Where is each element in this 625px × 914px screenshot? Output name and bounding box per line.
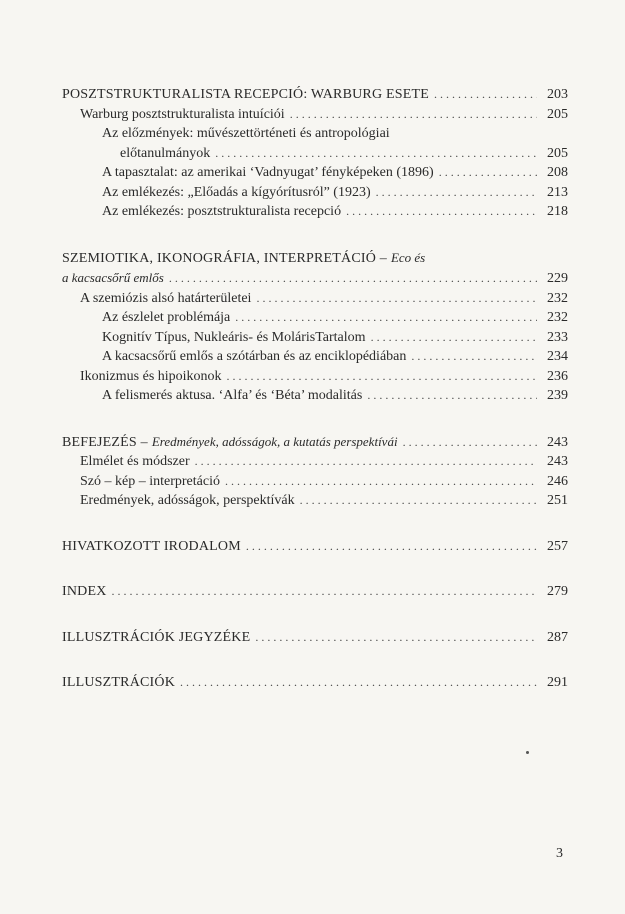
- toc-entry[interactable]: [62, 308, 568, 328]
- toc-entry[interactable]: [62, 347, 568, 367]
- toc-entry[interactable]: [62, 328, 568, 348]
- toc-heading[interactable]: [62, 582, 568, 602]
- toc-entry[interactable]: [62, 289, 568, 309]
- leader-dots: [246, 537, 537, 557]
- toc-page-number: 218: [547, 204, 568, 219]
- toc-entry-title: Elmélet és módszer: [80, 454, 190, 469]
- toc-entry-title: Eredmények, adósságok, perspektívák: [80, 493, 295, 508]
- toc-entry-title: Az emlékezés: posztstrukturalista recepció: [102, 204, 342, 219]
- toc-heading-line1[interactable]: [62, 248, 568, 269]
- toc-heading[interactable]: [62, 537, 568, 557]
- toc-heading-title: HIVATKOZOTT IRODALOM: [62, 538, 241, 554]
- toc-entry-title: Az előzmények: művészettörténeti és antropológiai: [102, 126, 390, 141]
- toc-entry-title: Ikonizmus és hipoikonok: [80, 368, 222, 384]
- toc-entry[interactable]: [62, 202, 568, 222]
- toc-entry[interactable]: [62, 491, 568, 511]
- toc-entry-title: A kacsacsőrű emlős a szótárban és az enciklopédiában: [102, 349, 407, 364]
- toc-section-befejezes: [62, 432, 568, 511]
- toc-page-number: 203: [547, 87, 568, 102]
- toc-heading[interactable]: [62, 628, 568, 648]
- toc-entry-title: Kognitív Típus, Nukleáris- és MolárisTartalom: [102, 329, 366, 345]
- leader-dots: [376, 183, 537, 203]
- toc-page-number: 213: [547, 184, 568, 200]
- toc-page-number: 251: [547, 493, 568, 508]
- leader-dots: [300, 491, 537, 511]
- toc-page-number: 239: [547, 388, 568, 403]
- toc-heading-title: SZEMIOTIKA, IKONOGRÁFIA, INTERPRETÁCIÓ –: [62, 250, 387, 266]
- leader-dots: [439, 163, 537, 183]
- toc-page-number: 233: [547, 329, 568, 345]
- toc-heading-title: ILLUSZTRÁCIÓK JEGYZÉKE: [62, 629, 251, 645]
- leader-dots: [255, 628, 537, 648]
- leader-dots: [290, 105, 537, 125]
- toc-section-illusztraciok-jegyzeke: [62, 628, 568, 648]
- ink-speck: [526, 751, 529, 754]
- toc-entry[interactable]: [62, 144, 568, 164]
- toc-entry[interactable]: [62, 386, 568, 406]
- leader-dots: [403, 433, 537, 453]
- toc-heading[interactable]: [62, 673, 568, 693]
- toc-heading-subtitle: Eco és: [390, 249, 426, 265]
- toc-heading-title: POSZTSTRUKTURALISTA RECEPCIÓ: WARBURG ESETE: [62, 87, 429, 102]
- toc-entry[interactable]: [62, 367, 568, 387]
- toc-heading[interactable]: [62, 432, 568, 453]
- toc-section-hivatkozott-irodalom: [62, 537, 568, 557]
- toc-heading[interactable]: [62, 268, 568, 289]
- leader-dots: [227, 367, 537, 387]
- leader-dots: [195, 452, 537, 472]
- toc-page-number: 232: [547, 290, 568, 306]
- leader-dots: [411, 347, 537, 367]
- toc-section-index: [62, 582, 568, 602]
- toc-heading[interactable]: [62, 85, 568, 105]
- toc-section-illusztraciok: [62, 673, 568, 693]
- leader-dots: [371, 328, 537, 348]
- toc-heading-title: BEFEJEZÉS –: [62, 434, 148, 450]
- toc-page-number: 243: [547, 454, 568, 469]
- toc-heading-subtitle: Eredmények, adósságok, a kutatás perspektívái: [151, 433, 398, 449]
- toc-page-number: 205: [547, 106, 568, 122]
- toc-entry-title: A felismerés aktusa. ‘Alfa’ és ‘Béta’ modalitás: [102, 388, 363, 403]
- leader-dots: [169, 269, 537, 289]
- leader-dots: [434, 85, 537, 105]
- toc-entry-title: A szemiózis alsó határterületei: [80, 290, 252, 306]
- leader-dots: [180, 673, 537, 693]
- toc-entry-title: Az emlékezés: „Előadás a kígyórítusról” (1923): [102, 184, 371, 200]
- toc-page-number: 257: [547, 538, 568, 554]
- leader-dots: [346, 202, 537, 222]
- toc-heading-title: ILLUSZTRÁCIÓK: [62, 675, 176, 690]
- toc-heading-title: INDEX: [62, 584, 107, 599]
- toc-page-number: 229: [547, 271, 568, 286]
- toc-page-number: 279: [547, 584, 568, 599]
- toc-page-number: 291: [547, 675, 568, 690]
- toc-page-number: 243: [547, 434, 568, 450]
- toc-page-number: 287: [547, 629, 568, 645]
- leader-dots: [112, 582, 537, 602]
- toc-section-szemiotika: [62, 248, 568, 406]
- toc-page-number: 205: [547, 145, 568, 161]
- toc-entry-title: Warburg posztstrukturalista intuíciói: [80, 106, 285, 122]
- toc-entry[interactable]: [62, 105, 568, 125]
- toc-page-number: 246: [547, 473, 568, 489]
- toc-entry[interactable]: [62, 452, 568, 472]
- leader-dots: [225, 472, 537, 492]
- page-number: 3: [556, 846, 563, 861]
- toc-entry-line1[interactable]: [62, 124, 568, 144]
- table-of-contents: [62, 85, 568, 719]
- leader-dots: [235, 308, 537, 328]
- toc-page-number: 234: [547, 349, 568, 364]
- toc-entry[interactable]: [62, 183, 568, 203]
- toc-entry-title-continued: előtanulmányok: [120, 145, 211, 161]
- toc-page-number: 208: [547, 165, 568, 180]
- toc-section-warburg: [62, 85, 568, 222]
- leader-dots: [367, 386, 537, 406]
- leader-dots: [215, 144, 537, 164]
- toc-entry-title: Az észlelet problémája: [102, 310, 231, 325]
- toc-entry-title: Szó – kép – interpretáció: [80, 473, 220, 489]
- toc-page-number: 236: [547, 368, 568, 384]
- toc-entry[interactable]: [62, 163, 568, 183]
- toc-entry-title: A tapasztalat: az amerikai ‘Vadnyugat’ fényképeken (1896): [102, 165, 434, 180]
- toc-entry[interactable]: [62, 472, 568, 492]
- toc-heading-subtitle-continued: a kacsacsőrű emlős: [62, 270, 164, 285]
- toc-page-number: 232: [547, 310, 568, 325]
- leader-dots: [256, 289, 537, 309]
